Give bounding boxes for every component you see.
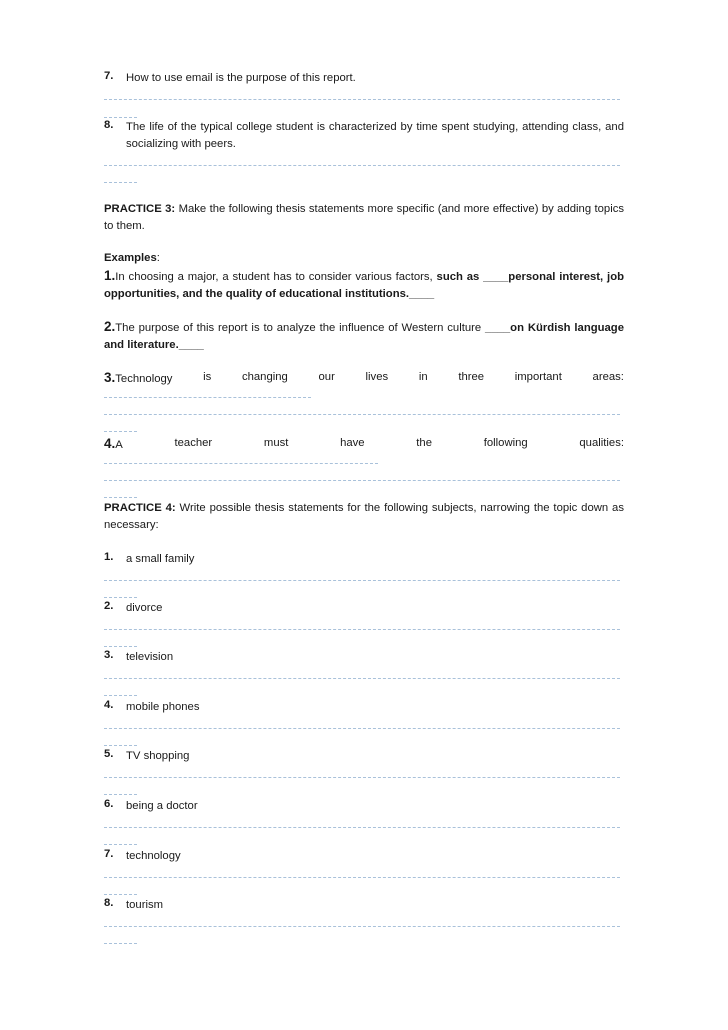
question-text: How to use email is the purpose of this report. (126, 72, 356, 84)
subject-number: 8. (104, 897, 114, 909)
examples-label: Examples (104, 252, 157, 264)
subject-text: being a doctor (126, 800, 198, 812)
word: have (340, 437, 365, 449)
answer-line[interactable] (104, 463, 378, 464)
example-answer: ____on Kürdish language and literature.____ (104, 322, 624, 351)
subject-text: tourism (126, 899, 164, 911)
example-answer: such as ____personal interest, job opportunities, and the quality of educational institutions.____ (104, 271, 624, 300)
practice-4-label: PRACTICE 4: (104, 502, 176, 514)
word: our (318, 371, 335, 383)
answer-line-end[interactable] (104, 497, 137, 498)
answer-line[interactable] (104, 827, 620, 828)
word: important (514, 371, 562, 383)
word: teacher (174, 437, 213, 449)
subject-6 (104, 798, 624, 815)
example-2 (104, 318, 624, 354)
example-text: The purpose of this report is to analyze the influence of Western culture (115, 322, 486, 334)
answer-line-end[interactable] (104, 745, 137, 746)
word: following (483, 437, 528, 449)
word: in (418, 371, 428, 383)
answer-line-end[interactable] (104, 597, 137, 598)
practice-4-text: Write possible thesis statements for the following subjects, narrowing the topic down as necessary: (104, 502, 624, 531)
practice-3-label: PRACTICE 3: (104, 203, 176, 215)
answer-line-end[interactable] (104, 894, 137, 895)
subject-text: TV shopping (126, 750, 190, 762)
answer-line[interactable] (104, 678, 620, 679)
answer-line-end[interactable] (104, 117, 137, 118)
subject-text: divorce (126, 602, 163, 614)
example-number: 4. (104, 436, 116, 451)
word: lives (365, 371, 389, 383)
answer-line[interactable] (104, 414, 620, 415)
example-4 (104, 435, 624, 454)
subject-number: 5. (104, 748, 114, 760)
examples-colon: : (156, 252, 160, 264)
subject-number: 7. (104, 848, 114, 860)
example-number: 2. (104, 319, 116, 334)
subject-4 (104, 699, 624, 716)
question-number: 8. (104, 119, 114, 131)
subject-number: 6. (104, 798, 114, 810)
example-text: In choosing a major, a student has to consider various factors, (115, 271, 437, 283)
subject-7 (104, 848, 624, 865)
subject-text: mobile phones (126, 701, 200, 713)
practice-4-instruction (104, 500, 624, 534)
subject-number: 1. (104, 551, 114, 563)
answer-line-end[interactable] (104, 431, 137, 432)
answer-line-end[interactable] (104, 844, 137, 845)
answer-line[interactable] (104, 926, 620, 927)
practice-3-text: Make the following thesis statements more specific (and more effective) by adding topics to them. (104, 203, 624, 232)
word: three (458, 371, 485, 383)
question-number: 7. (104, 70, 114, 82)
subject-number: 4. (104, 699, 114, 711)
answer-line[interactable] (104, 777, 620, 778)
answer-line-end[interactable] (104, 794, 137, 795)
question-text: The life of the typical college student is characterized by time spent studying, attending class, and socializing with peers. (126, 121, 624, 150)
word: is (203, 371, 212, 383)
answer-line[interactable] (104, 99, 620, 100)
word: qualities: (579, 437, 624, 449)
examples-heading (104, 250, 624, 267)
word: changing (241, 371, 288, 383)
example-number: 3. (104, 370, 116, 385)
subject-text: a small family (126, 553, 195, 565)
example-number: 1. (104, 268, 116, 283)
word: areas: (592, 371, 624, 383)
word: the (416, 437, 433, 449)
subject-text: television (126, 651, 174, 663)
subject-1 (104, 551, 624, 568)
answer-line[interactable] (104, 480, 620, 481)
answer-line[interactable] (104, 580, 620, 581)
word: must (263, 437, 289, 449)
example-3 (104, 369, 624, 388)
word: A (115, 439, 123, 451)
subject-8 (104, 897, 624, 914)
answer-line-end[interactable] (104, 646, 137, 647)
subject-number: 3. (104, 649, 114, 661)
answer-line[interactable] (104, 629, 620, 630)
subject-number: 2. (104, 600, 114, 612)
answer-line-end[interactable] (104, 695, 137, 696)
question-7 (104, 70, 624, 87)
subject-2 (104, 600, 624, 617)
subject-5 (104, 748, 624, 765)
answer-line[interactable] (104, 397, 311, 398)
practice-3-instruction (104, 201, 624, 235)
answer-line-end[interactable] (104, 182, 137, 183)
word: Technology (115, 373, 173, 385)
answer-line[interactable] (104, 728, 620, 729)
subject-text: technology (126, 850, 181, 862)
subject-3 (104, 649, 624, 666)
example-1 (104, 267, 624, 303)
answer-line[interactable] (104, 877, 620, 878)
answer-line-end[interactable] (104, 943, 137, 944)
question-8 (104, 119, 624, 153)
answer-line[interactable] (104, 165, 620, 166)
